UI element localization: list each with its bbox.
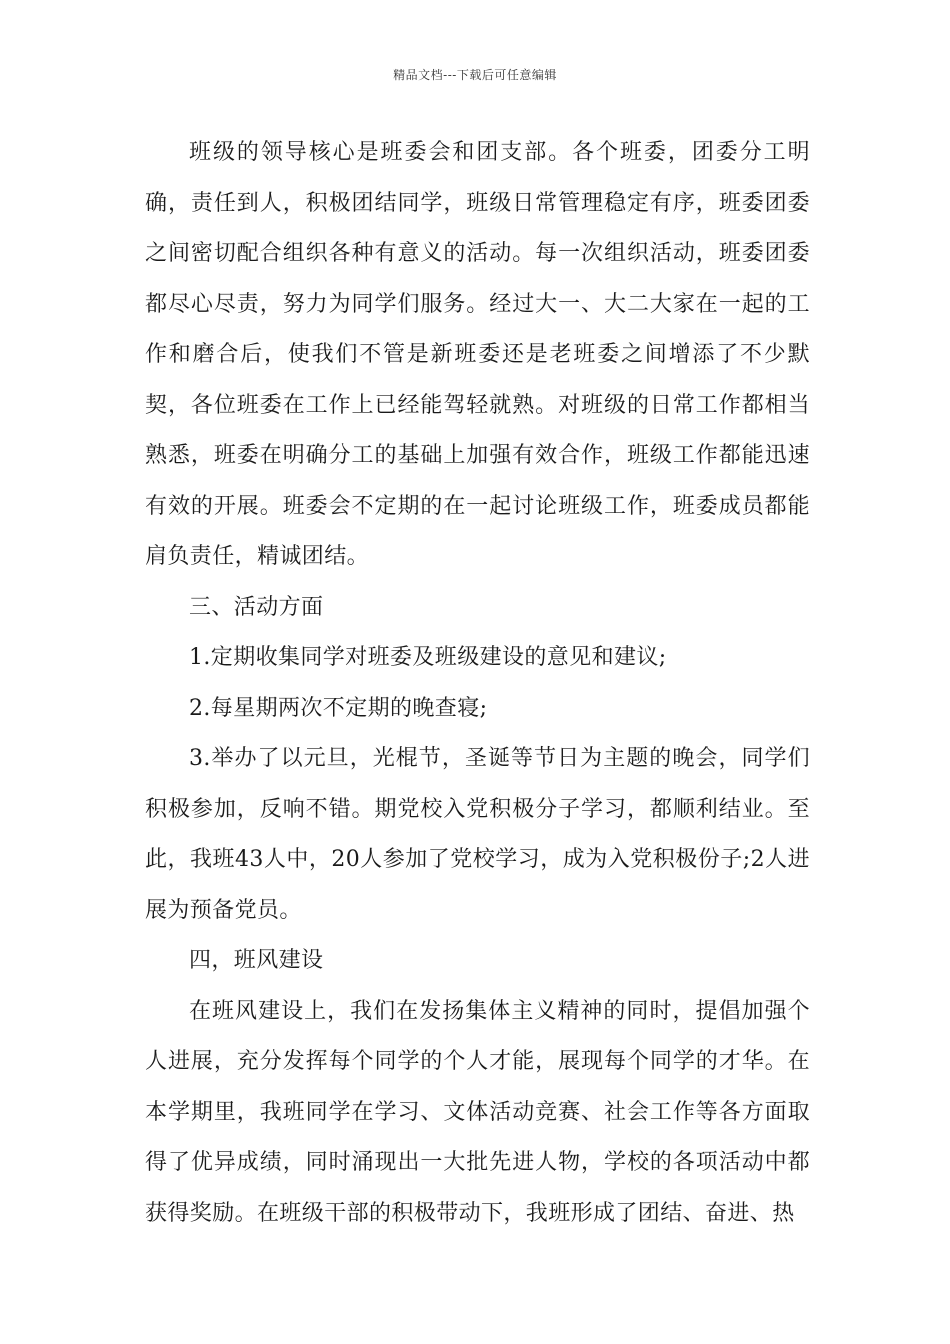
section-heading-activities: 三、活动方面 bbox=[189, 594, 324, 620]
paragraph-class-style: 在班风建设上，我们在发扬集体主义精神的同时，提倡加强个人进展，充分发挥每个同学的个人才能，展现每个同学的才华。在本学期里，我班同学在学习、文体活动竞赛、社会工作等各方面取得了优异成绩，同时涌现出一大批先进人物，学校的各项活动中都获得奖励。在班级干部的积极带动下，我班形成了团结、奋进、热 bbox=[145, 998, 810, 1226]
list-item-1: 1.定期收集同学对班委及班级建设的意见和建议; bbox=[189, 645, 667, 670]
section-heading-class-style: 四，班风建设 bbox=[189, 948, 324, 973]
page-header: 精品文档---下载后可任意编辑 bbox=[393, 68, 557, 82]
list-item-3: 3.举办了以元旦，光棍节，圣诞等节日为主题的晚会，同学们积极参加，反响不错。期党校入党积极分子学习，都顺利结业。至此，我班43人中，20人参加了党校学习，成为入党积极份子;2人进展为预备党员。 bbox=[145, 746, 810, 923]
paragraph-class-leadership: 班级的领导核心是班委会和团支部。各个班委，团委分工明确，责任到人，积极团结同学，班级日常管理稳定有序，班委团委之间密切配合组织各种有意义的活动。每一次组织活动，班委团委都尽心尽责，努力为同学们服务。经过大一、大二大家在一起的工作和磨合后，使我们不管是新班委还是老班委之间增添了不少默契，各位班委在工作上已经能驾轻就熟。对班级的日常工作都相当熟悉，班委在明确分工的基础上加强有效合作，班级工作都能迅速有效的开展。班委会不定期的在一起讨论班级工作，班委成员都能肩负责任，精诚团结。 bbox=[145, 140, 810, 569]
document-body bbox=[145, 128, 810, 1239]
list-item-2: 2.每星期两次不定期的晚查寝; bbox=[189, 695, 488, 721]
